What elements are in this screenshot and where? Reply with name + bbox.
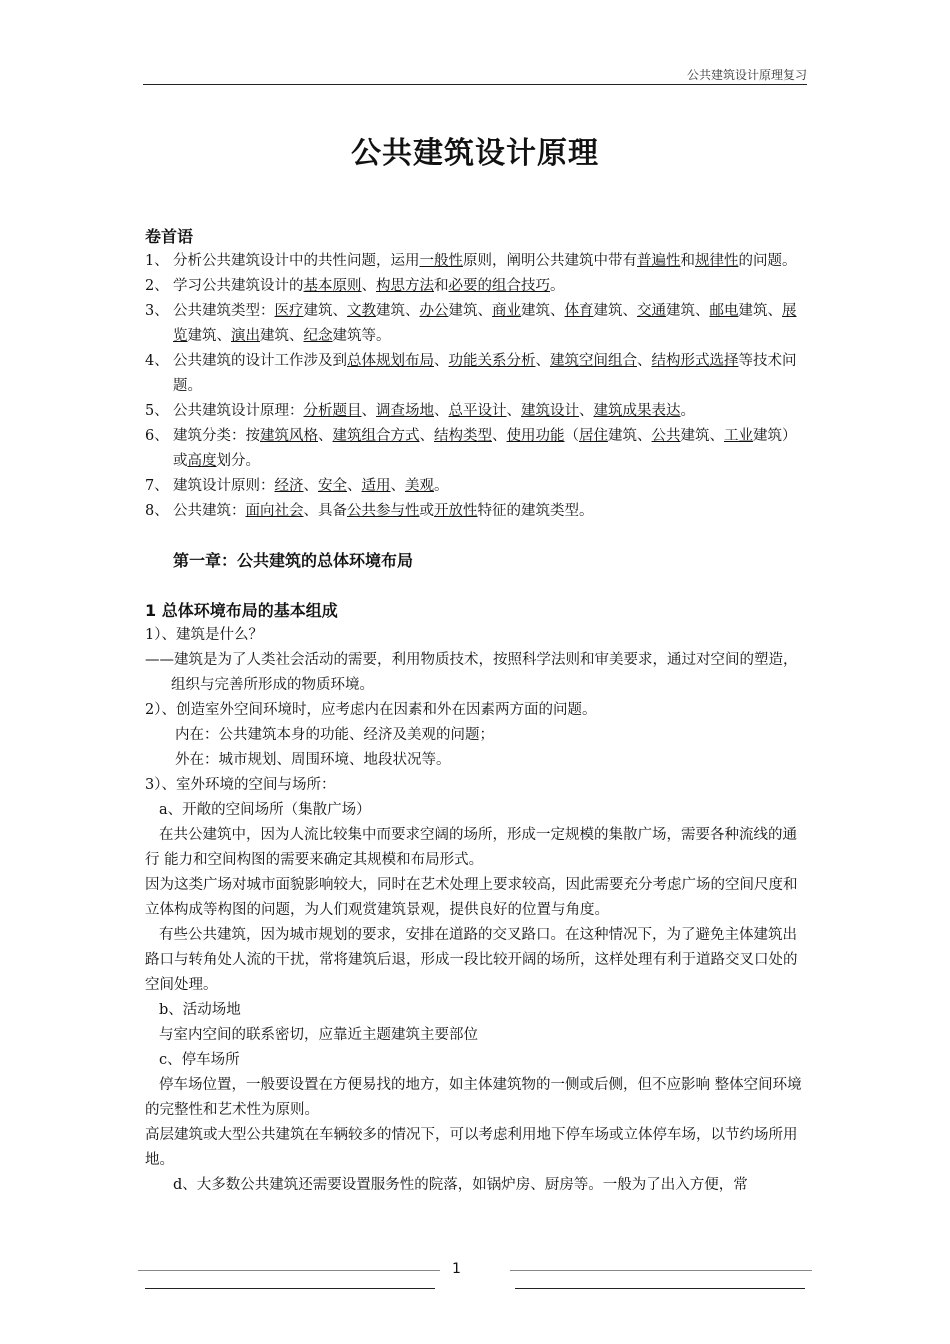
preface-keyword: 规律性	[695, 253, 739, 269]
preface-keyword: 必要的组合技巧	[448, 278, 550, 294]
preface-item-number: 6、	[145, 428, 169, 444]
preface-keyword: 建筑风格	[260, 428, 318, 444]
preface-text: 建筑、	[448, 303, 492, 319]
item-c-heading: c、停车场所	[159, 1052, 240, 1068]
header-rule	[143, 84, 807, 85]
preface-text: 公共建筑的设计工作涉及到	[173, 353, 347, 369]
preface-text: 、	[434, 353, 449, 369]
section-heading: 1 总体环境布局的基本组成	[145, 601, 338, 620]
preface-item	[145, 474, 807, 499]
preface-keyword: 展览	[173, 303, 797, 344]
item-c-paragraph-2: 高层建筑或大型公共建筑在车辆较多的情况下，可以考虑利用地下停车场或立体停车场，以节约场所用地。	[145, 1127, 798, 1168]
preface-keyword: 美观	[405, 478, 434, 494]
preface-item-number: 8、	[145, 503, 169, 519]
item-b-paragraph: 与室内空间的联系密切，应靠近主题建筑主要部位	[159, 1027, 478, 1043]
preface-text: 建筑设计原则：	[173, 478, 275, 494]
preface-text: 特征的建筑类型。	[477, 503, 594, 519]
preface-item	[145, 274, 807, 299]
preface-keyword: 工业	[724, 428, 753, 444]
preface-text: 、具备	[303, 503, 347, 519]
preface-text: 划分。	[216, 453, 260, 469]
preface-text: 公共建筑：	[173, 503, 246, 519]
preface-keyword: 高度	[187, 453, 217, 469]
document-body	[145, 224, 807, 1198]
preface-text: 建筑、	[303, 303, 347, 319]
item-c-paragraph-1: 停车场位置，一般要设置在方便易找的地方，如主体建筑物的一侧或后侧，但不应影响 整体空间环境的完整性和艺术性为原则。	[145, 1077, 802, 1118]
question-1: 1）、建筑是什么？	[145, 627, 263, 643]
inner-factors: 内在：公共建筑本身的功能、经济及美观的问题；	[175, 727, 494, 743]
preface-keyword: 建筑组合方式	[332, 428, 420, 444]
preface-text: 等技术问题。	[173, 353, 797, 394]
preface-text: 、	[579, 403, 594, 419]
preface-keyword: 总平设计	[448, 403, 507, 419]
preface-text: 、	[535, 353, 550, 369]
preface-text: 、	[347, 478, 362, 494]
footer-rule-right-top	[510, 1270, 812, 1271]
question-2: 2）、创造室外空间环境时，应考虑内在因素和外在因素两方面的问题。	[145, 702, 597, 718]
page-number: 1	[452, 1261, 461, 1277]
preface-keyword: 文教	[347, 303, 376, 319]
preface-keyword: 使用功能	[506, 428, 565, 444]
preface-text: 公共建筑类型：	[173, 303, 275, 319]
preface-text: 建筑、	[608, 428, 652, 444]
preface-text: 建筑、	[521, 303, 565, 319]
preface-text: 。	[434, 478, 449, 494]
preface-item-number: 5、	[145, 403, 169, 419]
preface-keyword: 交通	[637, 303, 666, 319]
preface-text: 、	[303, 478, 318, 494]
preface-keyword: 医疗	[274, 303, 304, 319]
preface-keyword: 体育	[564, 303, 594, 319]
preface-keyword: 一般性	[419, 253, 463, 269]
preface-text: 、	[419, 428, 434, 444]
preface-text: 或	[419, 503, 434, 519]
preface-text: 。	[680, 403, 695, 419]
preface-item	[145, 399, 807, 424]
chapter-heading: 第一章：公共建筑的总体环境布局	[173, 551, 414, 570]
preface-text: 的问题。	[738, 253, 797, 269]
preface-item-number: 4、	[145, 353, 169, 369]
preface-keyword: 公共参与性	[347, 503, 420, 519]
preface-keyword: 经济	[274, 478, 304, 494]
preface-text: 建筑、	[680, 428, 724, 444]
preface-text: 公共建筑设计原理：	[173, 403, 304, 419]
preface-keyword: 普遍性	[637, 253, 681, 269]
preface-item	[145, 349, 807, 399]
preface-text: 、	[390, 478, 405, 494]
preface-text: 、	[361, 278, 376, 294]
preface-keyword: 构思方法	[376, 278, 434, 294]
footer-rule-left-top	[138, 1270, 440, 1271]
answer-1: ——建筑是为了人类社会活动的需要，利用物质技术，按照科学法则和审美要求，通过对空间的塑造，组织与完善所形成的物质环境。	[145, 652, 798, 693]
preface-keyword: 功能关系分析	[448, 353, 536, 369]
preface-text: 、	[506, 403, 521, 419]
question-3: 3）、室外环境的空间与场所：	[145, 777, 336, 793]
outer-factors: 外在：城市规划、周围环境、地段状况等。	[175, 752, 451, 768]
item-b-heading: b、活动场地	[159, 1002, 241, 1018]
preface-text: 建筑、	[376, 303, 420, 319]
preface-text: 学习公共建筑设计的	[173, 278, 304, 294]
item-d-paragraph: d、大多数公共建筑还需要设置服务性的院落，如锅炉房、厨房等。一般为了出入方便，常	[173, 1177, 748, 1193]
document-title: 公共建筑设计原理	[351, 136, 599, 171]
preface-keyword: 分析题目	[303, 403, 362, 419]
preface-text: 建筑分类：按	[173, 428, 260, 444]
preface-text: 、	[637, 353, 652, 369]
preface-text: 建筑等。	[332, 328, 391, 344]
preface-text: 和	[680, 253, 695, 269]
item-a-paragraph-3: 有些公共建筑，因为城市规划的要求，安排在道路的交叉路口。在这种情况下，为了避免主体建筑出路口与转角处人流的干扰，常将建筑后退，形成一段比较开阔的场所，这样处理有利于道路交叉口处的空间处理。	[145, 927, 798, 993]
preface-heading: 卷首语	[145, 227, 194, 246]
preface-text: 、	[492, 428, 507, 444]
preface-text: 建筑、	[593, 303, 637, 319]
preface-item	[145, 499, 807, 524]
footer-rule-right-bottom	[515, 1288, 805, 1289]
preface-keyword: 演出	[231, 328, 260, 344]
preface-keyword: 开放性	[434, 503, 478, 519]
preface-keyword: 结构类型	[434, 428, 492, 444]
preface-keyword: 基本原则	[303, 278, 362, 294]
preface-text: 、	[361, 403, 376, 419]
preface-text: 建筑、	[738, 303, 782, 319]
preface-item-number: 7、	[145, 478, 169, 494]
preface-item	[145, 424, 807, 474]
preface-keyword: 纪念	[303, 328, 333, 344]
preface-keyword: 公共	[651, 428, 681, 444]
preface-text: 建筑）或	[173, 428, 797, 469]
preface-keyword: 调查场地	[376, 403, 434, 419]
preface-keyword: 建筑设计	[521, 403, 579, 419]
preface-text: 、	[434, 403, 449, 419]
preface-item	[145, 299, 807, 349]
item-a-paragraph-1: 在共公建筑中，因为人流比较集中而要求空阔的场所，形成一定规模的集散广场，需要各种流线的通行 能力和空间构图的需要来确定其规模和布局形式。	[145, 827, 797, 868]
preface-keyword: 总体规划布局	[347, 353, 434, 369]
preface-text: 原则，阐明公共建筑中带有	[463, 253, 637, 269]
preface-keyword: 安全	[318, 478, 347, 494]
preface-keyword: 建筑成果表达	[593, 403, 681, 419]
preface-keyword: 办公	[419, 303, 449, 319]
preface-item-number: 2、	[145, 278, 169, 294]
item-a-heading: a、开敞的空间场所（集散广场）	[159, 802, 371, 818]
preface-keyword: 商业	[492, 303, 521, 319]
running-header: 公共建筑设计原理复习	[686, 68, 807, 82]
preface-keyword: 居住	[579, 428, 608, 444]
preface-keyword: 适用	[361, 478, 391, 494]
footer-rule-left-bottom	[145, 1288, 435, 1289]
preface-item-number: 1、	[145, 253, 169, 269]
preface-keyword: 面向社会	[245, 503, 304, 519]
preface-item	[145, 249, 807, 274]
preface-text: 、	[318, 428, 333, 444]
preface-text: 建筑、	[260, 328, 304, 344]
preface-text: 建筑、	[666, 303, 710, 319]
item-a-paragraph-2: 因为这类广场对城市面貌影响较大，同时在艺术处理上要求较高，因此需要充分考虑广场的空间尺度和立体构成等构图的问题，为人们观赏建筑景观，提供良好的位置与角度。	[145, 877, 798, 918]
preface-text: 。	[550, 278, 565, 294]
preface-list	[145, 249, 807, 524]
preface-text: 分析公共建筑设计中的共性问题，运用	[173, 253, 420, 269]
preface-text: 和	[434, 278, 449, 294]
preface-item-number: 3、	[145, 303, 169, 319]
preface-keyword: 结构形式选择	[651, 353, 739, 369]
preface-keyword: 邮电	[709, 303, 739, 319]
preface-text: （	[564, 428, 579, 444]
preface-text: 建筑、	[187, 328, 231, 344]
preface-keyword: 建筑空间组合	[550, 353, 637, 369]
